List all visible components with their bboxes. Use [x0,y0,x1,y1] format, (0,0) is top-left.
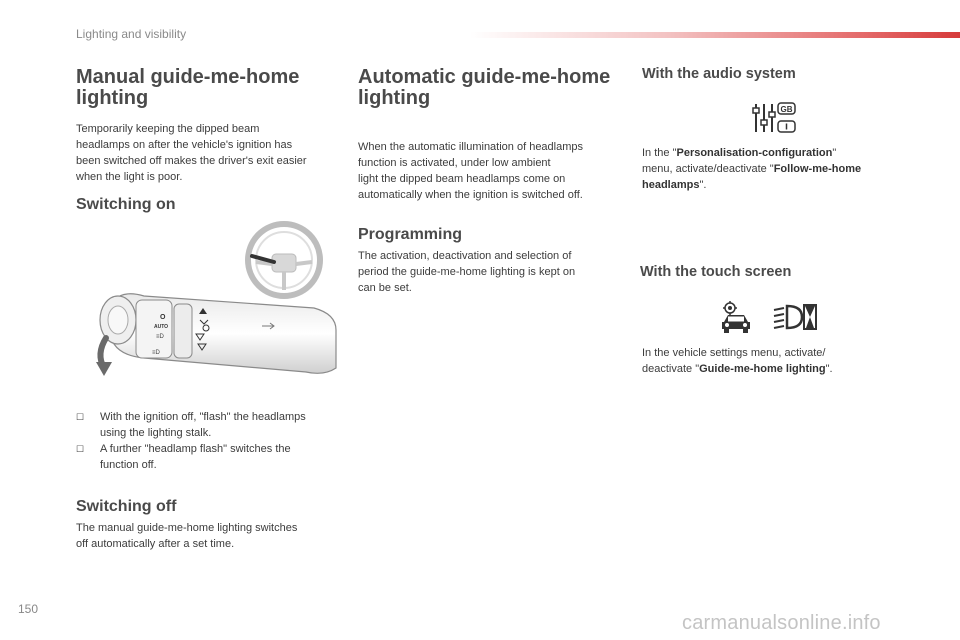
svg-text:AUTO: AUTO [154,324,169,330]
touch-screen-title: With the touch screen [640,264,792,280]
touch-screen-text: In the vehicle settings menu, activate/ deactivate "Guide-me-home lighting". [642,347,833,375]
manual-guide-intro: Temporarily keeping the dipped beam headlamps on after the vehicle's ignition has been switched off makes the driver's exit easier when the light is poor. [76,123,307,183]
lighting-stalk-icon [74,218,340,378]
bullet-item: ☐ A further "headlamp flash" switches the function off. [76,443,291,471]
bullet-item: ☐ With the ignition off, "flash" the headlamps using the lighting stalk. [76,411,306,439]
programming-text: The activation, deactivation and selection of period the guide-me-home lighting is kept on can be set. [358,250,576,294]
guide-me-home-illustration [772,302,820,337]
automatic-guide-intro: When the automatic illumination of headlamps function is activated, under low ambient light the dipped beam headlamps come on automatically when the ignition is switched off. [358,141,584,201]
section-header: Lighting and visibility [76,27,187,41]
programming-title: Programming [358,226,463,243]
vehicle-settings-illustration [718,300,754,339]
settings-sliders-icon [750,100,798,136]
switching-on-title: Switching on [76,196,176,213]
svg-text:≡D: ≡D [152,350,160,356]
checkbox-bullet-icon: ☐ [76,412,85,422]
manual-guide-title: Manual guide-me-home lighting [76,66,300,109]
audio-system-title: With the audio system [642,66,796,82]
svg-text:O: O [160,314,166,321]
audio-system-text: In the "Personalisation-configuration" menu, activate/deactivate "Follow-me-home headlamps". [642,147,862,191]
header-accent-bar [470,32,960,38]
svg-text:≡D: ≡D [156,334,164,340]
svg-text:GB: GB [780,105,793,114]
watermark: carmanualsonline.info [682,612,881,634]
car-settings-icon [718,300,754,334]
page-number: 150 [18,602,39,616]
switching-off-text: The manual guide-me-home lighting switches off automatically after a set time. [76,522,298,550]
headlamp-timer-icon [772,302,820,332]
automatic-guide-title: Automatic guide-me-home lighting [358,66,611,109]
checkbox-bullet-icon: ☐ [76,444,85,454]
switching-on-bullets [76,409,346,473]
switching-off-title: Switching off [76,498,177,515]
audio-settings-illustration [750,100,798,141]
lighting-stalk-illustration [74,218,340,383]
